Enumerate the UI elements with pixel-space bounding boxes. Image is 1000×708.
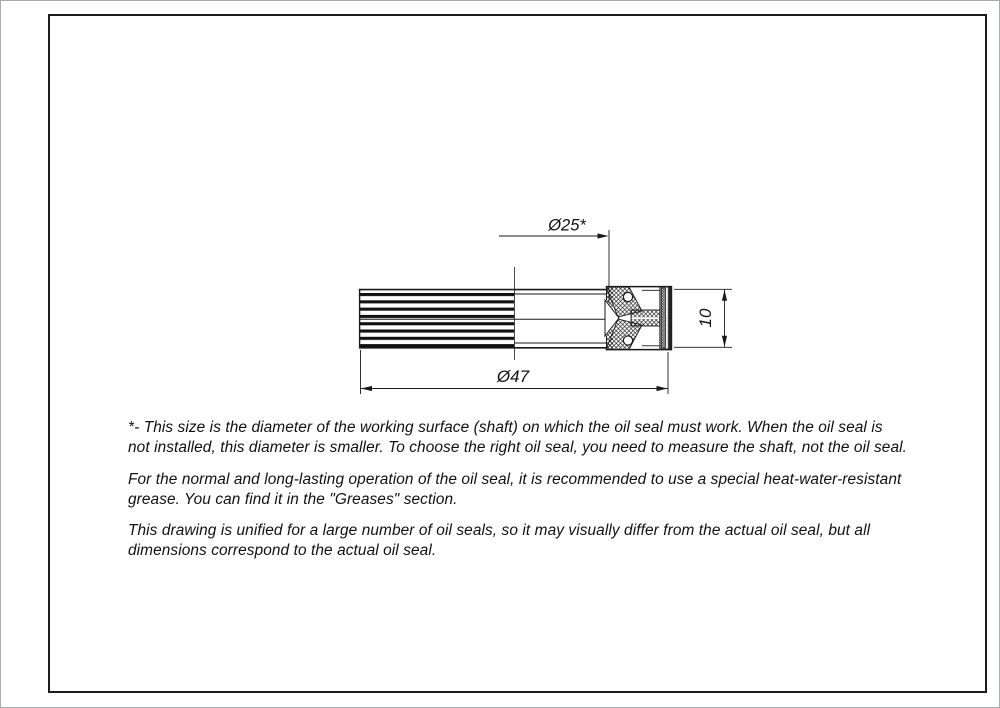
note-grease-recommendation [128,470,901,509]
seal-outer-rubber-layer [669,287,672,348]
note-unified-drawing [128,521,870,560]
note-line: dimensions correspond to the actual oil seal. [128,541,437,559]
note-size-explanation [128,418,907,457]
note-line: For the normal and long-lasting operation of the oil seal, it is recommended to use a special heat-water-resistant [128,471,902,488]
note-line: This drawing is unified for a large number of oil seals, so it may visually differ from the actual oil seal, but all [128,522,871,539]
garter-spring-top [623,292,632,301]
note-line: *- This size is the diameter of the working surface (shaft) on which the oil seal must work. When the oil seal is [128,419,883,436]
dimension-height-label: 10 [696,308,715,328]
shaft-knurled-section [360,289,514,348]
dimension-outer-diameter-label: Ø47 [496,367,530,386]
note-line: not installed, this diameter is smaller. To choose the right oil seal, you need to measure the shaft, not the oil seal. [128,438,908,456]
garter-spring-bottom [623,336,632,345]
note-line: grease. You can find it in the "Greases" section. [128,490,458,508]
dimension-inner-diameter-label: Ø25* [548,216,586,235]
oil-seal-technical-drawing [331,196,751,406]
oil-seal-cross-section [605,286,672,350]
dimension-inner-diameter [499,230,609,303]
